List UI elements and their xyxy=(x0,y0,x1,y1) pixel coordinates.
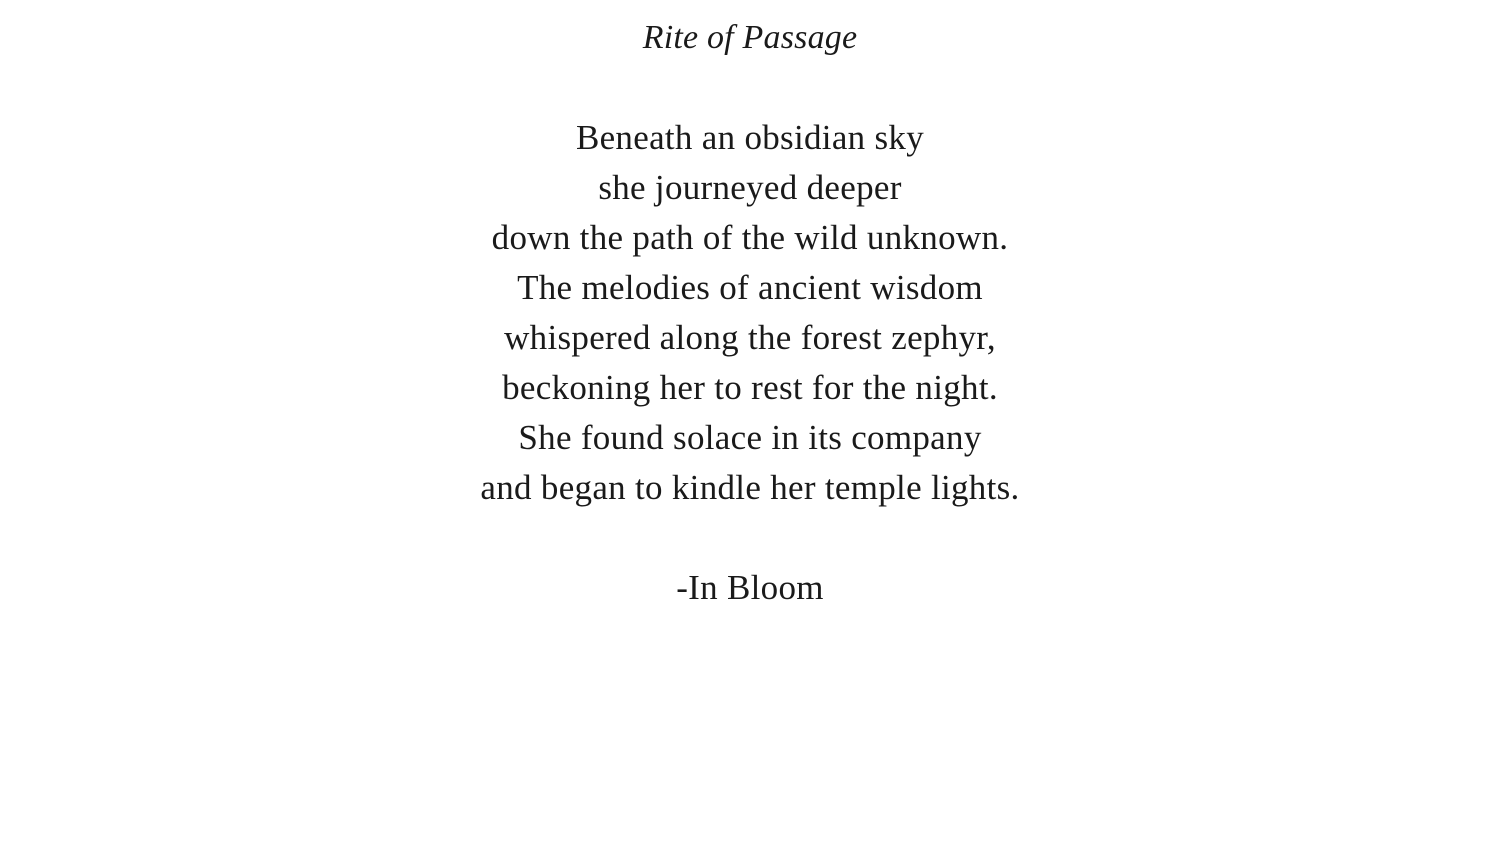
poem-line: Beneath an obsidian sky xyxy=(575,118,925,157)
poem-line: she journeyed deeper xyxy=(598,168,902,207)
poem-line: She found solace in its company xyxy=(518,418,982,457)
poem-title: Rite of Passage xyxy=(642,19,858,56)
poem-signature: -In Bloom xyxy=(676,568,824,607)
poem-body xyxy=(0,113,1500,513)
poem-line: beckoning her to rest for the night. xyxy=(502,368,998,407)
poem-line: and began to kindle her temple lights. xyxy=(480,468,1020,507)
poem-line: down the path of the wild unknown. xyxy=(491,218,1009,257)
poem-line: whispered along the forest zephyr, xyxy=(504,318,996,357)
poem-line: The melodies of ancient wisdom xyxy=(517,268,983,307)
